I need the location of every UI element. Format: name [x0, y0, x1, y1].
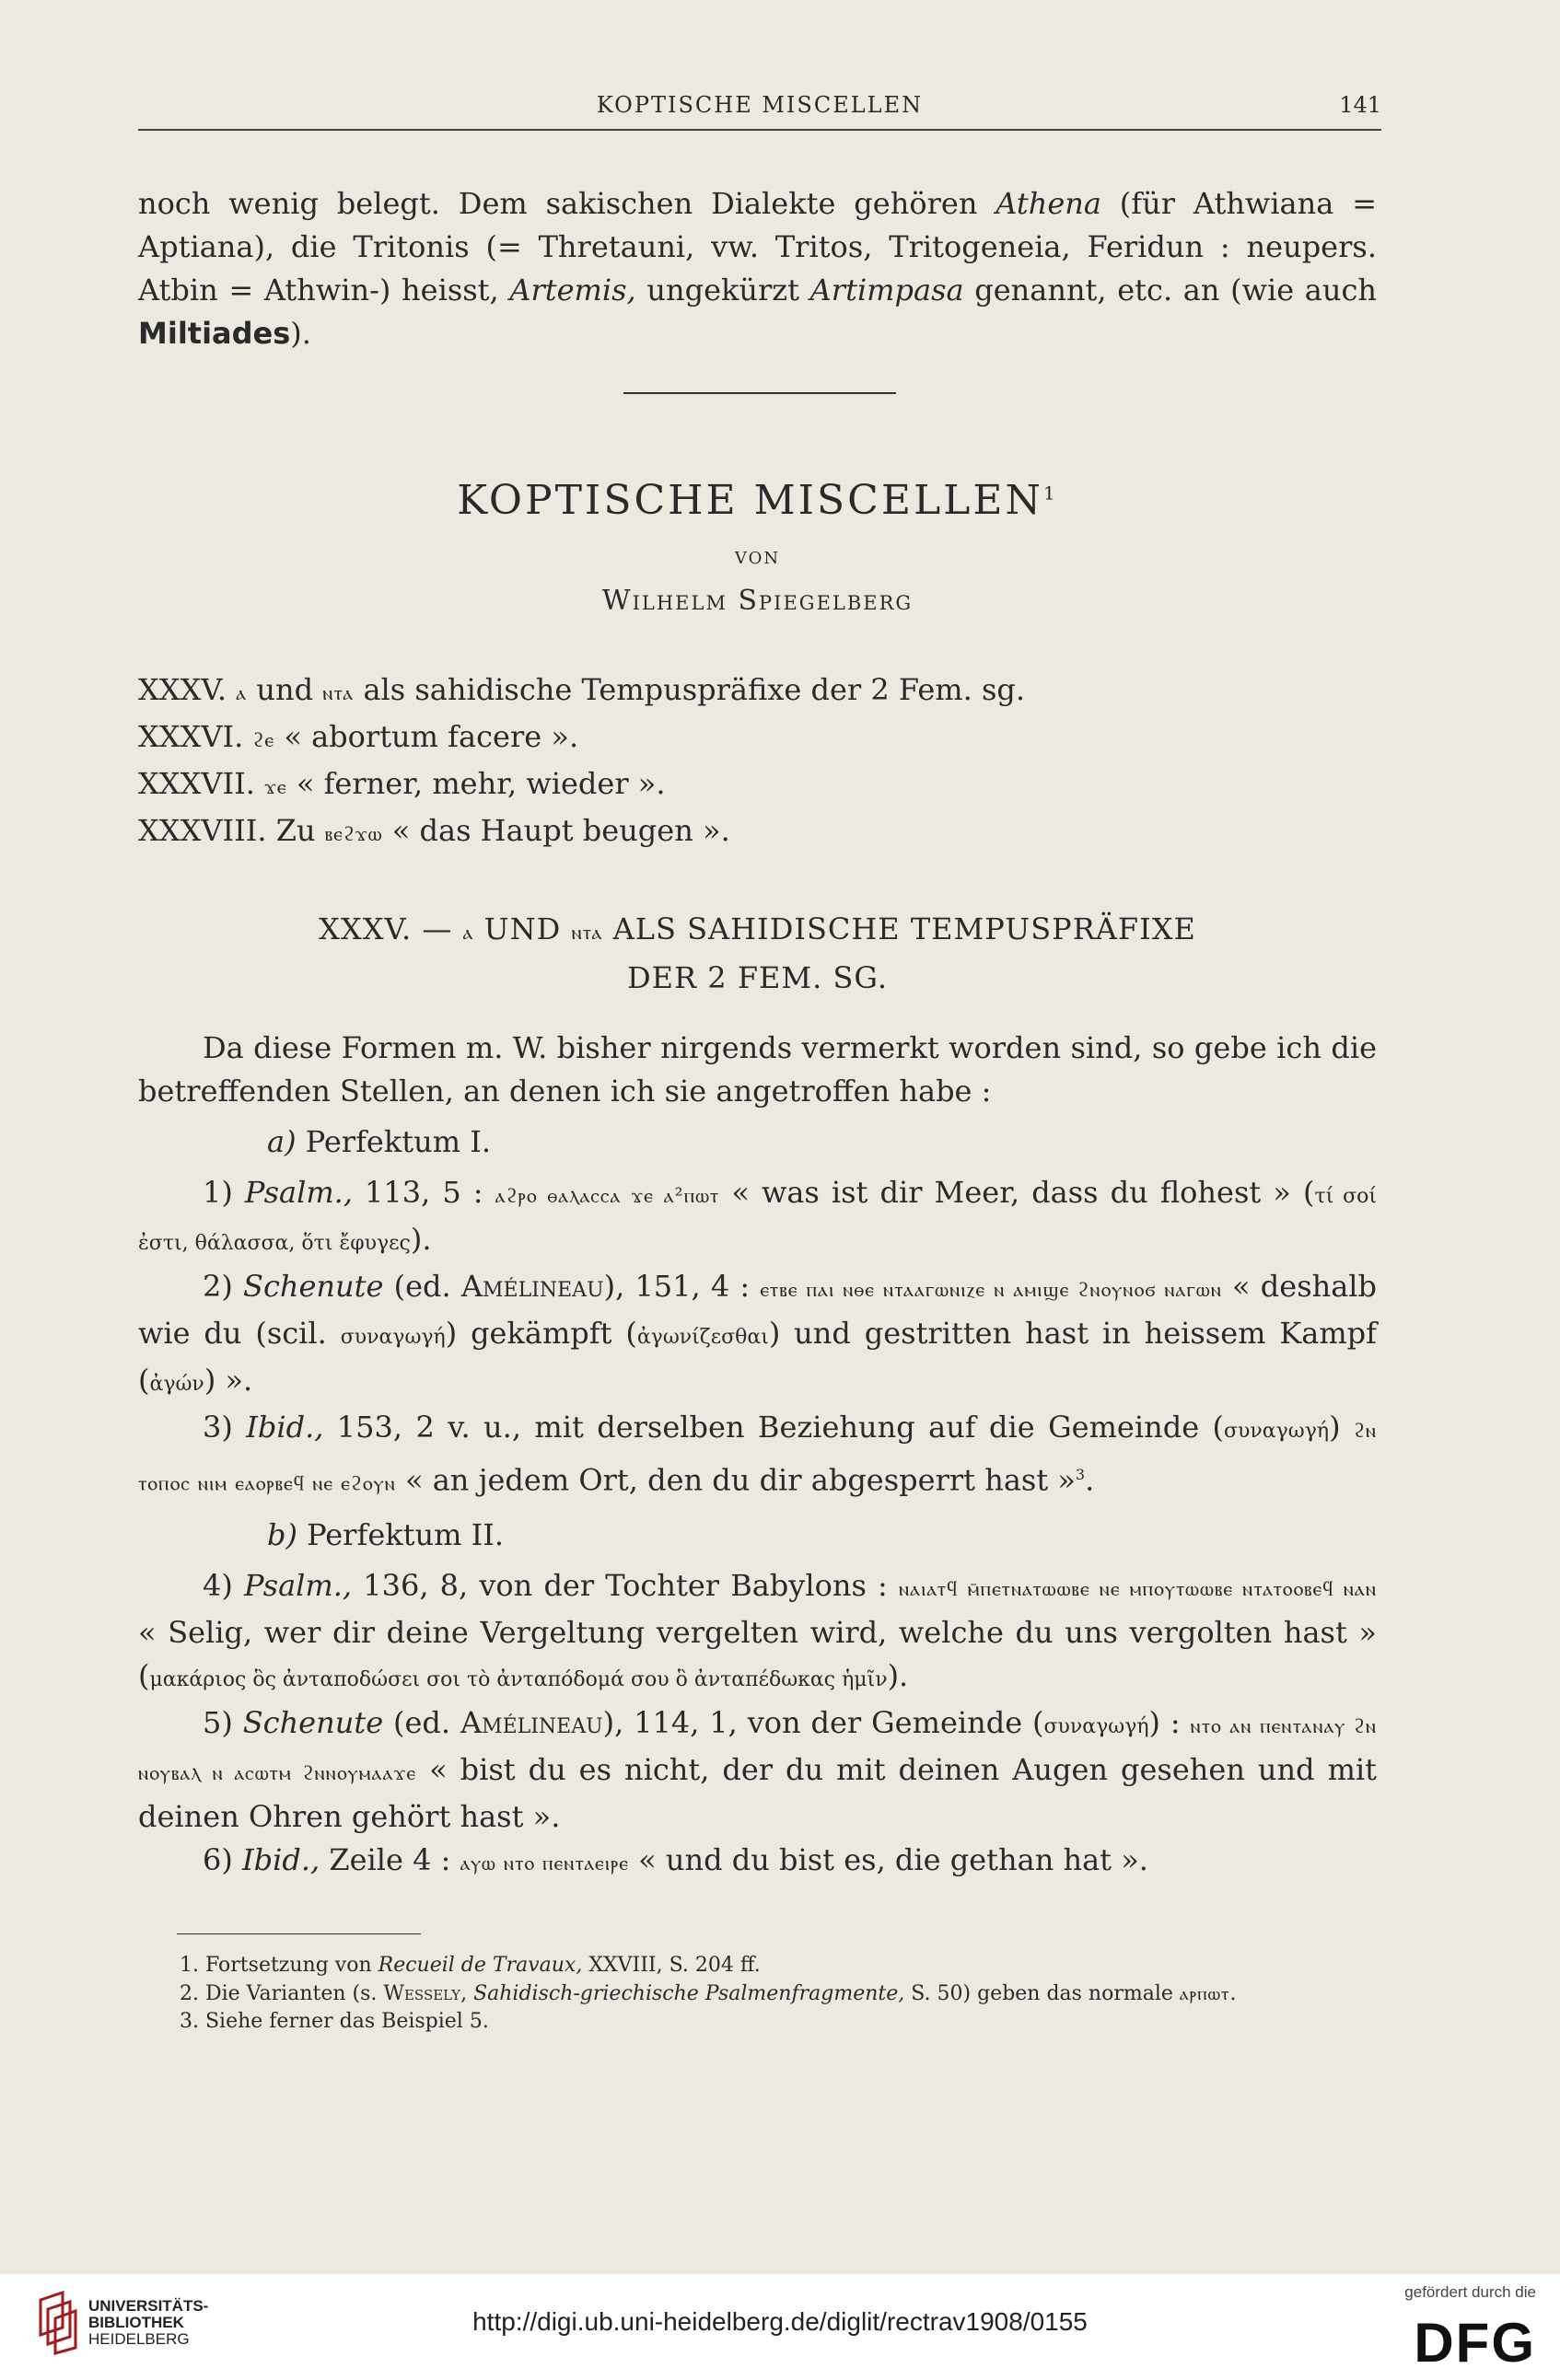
page-number: 141	[1339, 92, 1381, 118]
university-library-name: UNIVERSITÄTS- BIBLIOTHEK HEIDELBERG	[88, 2297, 209, 2348]
dfg-logo: DFG	[1414, 2312, 1536, 2374]
intro-text-4: genannt, etc. an (wie auch	[963, 273, 1378, 308]
running-title: KOPTISCHE MISCELLEN	[596, 92, 924, 118]
footnote-3: 3. Siehe ferner das Beispiel 5.	[180, 2010, 489, 2033]
example-1: 1) Psalm., 113, 5 : ⲁϩⲣⲟ ⲑⲁⲗⲁⲥⲥⲁ ϫⲉ ⲁ²ⲡⲱⲧ « was ist dir Meer, dass du flohest » (τί σοί ἐστι, θάλασσα, ὅτι ἔφυγες).	[138, 1175, 1378, 1257]
contents-list	[138, 668, 1335, 856]
intro-athena: Athena	[995, 186, 1101, 221]
intro-text: noch wenig belegt. Dem sakischen Dialekte gehören	[138, 186, 996, 221]
example-2: 2) Schenute (ed. Amélineau), 151, 4 : ⲉⲧⲃⲉ ⲡⲁⲓ ⲛⲑⲉ ⲛⲧⲁⲁⲅⲱⲛⲓⲍⲉ ⲛ ⲁⲙⲓϣⲉ ϩⲛⲟⲩⲛⲟϭ ⲛⲁⲅⲱⲛ « deshalb wie du (scil. συναγωγή) gekämpft (ἀγωνίζεσθαι) und gestritten hast in heissem Kampf (ἀγών) ».	[138, 1269, 1378, 1398]
intro-text-2: (für Athwiana = Aptiana), die Tritonis (= Thretauni, vw. Tritos, Tritogeneia, Feridun : neupers. Atbin = Athwin-) heisst,	[138, 186, 1378, 308]
section-body	[138, 1027, 1377, 1886]
article-title-text: KOPTISCHE MISCELLEN	[457, 477, 1044, 524]
footnote-2: 2. Die Varianten (s. Wessely, Sahidisch-griechische Psalmenfragmente, S. 50) geben das normale ⲁⲣⲡⲱⲧ.	[180, 1982, 1237, 2005]
contents-item: XXXV. ⲁ und ⲛⲧⲁ als sahidische Tempuspräfixe der 2 Fem. sg.	[138, 672, 1026, 707]
article-title	[138, 477, 1377, 524]
footnote-1: 1. Fortsetzung von Recueil de Travaux, XXVIII, S. 204 ff.	[180, 1954, 761, 1977]
section-divider	[623, 392, 896, 394]
example-5: 5) Schenute (ed. Amélineau), 114, 1, von der Gemeinde (συναγωγή) : ⲛⲧⲟ ⲁⲛ ⲡⲉⲛⲧⲁⲛⲁⲩ ϩⲛ ⲛⲟⲩⲃⲁⲗ ⲛ ⲁⲥⲱⲧⲙ ϩⲛⲛⲟⲩⲙⲁⲁϫⲉ « bist du es nicht, der du mit deinen Augen gesehen und mit deinen Ohren gehört hast ».	[138, 1704, 1378, 1834]
byline-von: VON	[734, 549, 781, 568]
section-heading: XXXV. — ⲁ UND ⲛⲧⲁ ALS SAHIDISCHE TEMPUSPRÄFIXE DER 2 FEM. SG.	[319, 911, 1196, 995]
example-3: 3) Ibid., 153, 2 v. u., mit derselben Beziehung auf die Gemeinde (συναγωγή) ϩⲛ ⲧⲟⲡⲟⲥ ⲛⲓⲙ ⲉⲁⲟⲣⲃⲉϥ ⲛⲉ ⲉϩⲟⲩⲛ « an jedem Ort, den du dir abgesperrt hast »$^3$.	[138, 1410, 1378, 1498]
example-4: 4) Psalm., 136, 8, von der Tochter Babylons : ⲛⲁⲓⲁⲧϥ ⲙ̄ⲡⲉⲧⲛⲁⲧⲱⲱⲃⲉ ⲛⲉ ⲙⲡⲟⲩⲧⲱⲱⲃⲉ ⲛⲧⲁⲧⲟⲟⲃⲉϥ ⲛⲁⲛ « Selig, wer dir deine Vergeltung vergelten wird, welche du uns vergolten hast » (μακάριος ὃς ἀνταποδώσει σοι τὸ ἀνταπόδομά σου ὃ ἀνταπέδωκας ἡμῖν).	[138, 1567, 1378, 1693]
permalink-url[interactable]: http://digi.ub.uni-heidelberg.de/diglit/rectrav1908/0155	[472, 2307, 1088, 2336]
intro-text-3: ungekürzt	[635, 273, 810, 308]
funding-note: gefördert durch die	[1404, 2283, 1536, 2301]
body-paragraph: Da diese Formen m. W. bisher nirgends vermerkt worden sind, so gebe ich die betreffenden Stellen, an denen ich sie angetroffen habe :	[138, 1030, 1377, 1109]
intro-text-5: ).	[290, 316, 311, 351]
contents-item: XXXVIII. Zu ⲃⲉϩϫⲱ « das Haupt beugen ».	[138, 813, 730, 848]
example-6: 6) Ibid., Zeile 4 : ⲁⲩⲱ ⲛⲧⲟ ⲡⲉⲛⲧⲁⲉⲓⲣⲉ « und du bist es, die gethan hat ».	[203, 1841, 1148, 1877]
library-footer	[0, 2274, 1560, 2380]
subheading-b: b) Perfektum II.	[267, 1516, 505, 1552]
contents-item: XXXVII. ϫⲉ « ferner, mehr, wieder ».	[138, 766, 666, 801]
intro-miltiades: Miltiades	[138, 316, 291, 351]
running-header	[138, 92, 1381, 131]
subheading-a: a) Perfektum I.	[267, 1124, 492, 1159]
footnotes	[138, 1952, 1377, 2036]
intro-artemis: Artemis,	[509, 273, 636, 308]
author-name: Wilhelm Spiegelberg	[601, 585, 914, 617]
title-footnote-ref: 1	[1043, 482, 1058, 505]
footnote-rule	[177, 1933, 421, 1934]
intro-artimpasa: Artimpasa	[809, 273, 964, 308]
intro-paragraph	[138, 182, 1377, 355]
contents-item: XXXVI. ϩⲉ « abortum facere ».	[138, 719, 579, 754]
